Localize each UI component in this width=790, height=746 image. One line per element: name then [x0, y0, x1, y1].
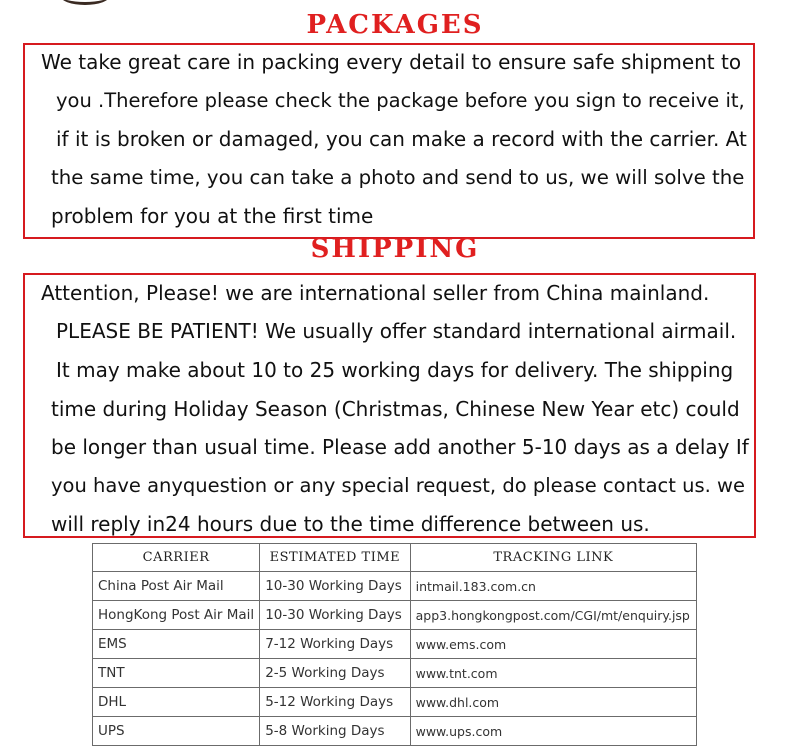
table-row	[93, 717, 697, 746]
header-carrier: CARRIER	[93, 544, 260, 572]
table-row	[93, 688, 697, 717]
carrier-name: UPS	[93, 717, 260, 746]
shipping-line: you have anyquestion or any special request, do please contact us. we	[51, 474, 745, 497]
table-row	[93, 572, 697, 601]
shipping-title: SHIPPING	[310, 234, 480, 264]
shipping-line: be longer than usual time. Please add another 5-10 days as a delay If	[51, 435, 749, 459]
header-estimated-time: ESTIMATED TIME	[260, 544, 410, 572]
packages-line: problem for you at the first time	[51, 204, 374, 228]
table-row	[93, 601, 697, 630]
tracking-link[interactable]: www.dhl.com	[410, 688, 696, 717]
carrier-name: TNT	[93, 659, 260, 688]
packages-box	[23, 43, 755, 239]
table-header-row	[93, 544, 697, 572]
shipping-line: PLEASE BE PATIENT! We usually offer standard international airmail.	[56, 319, 737, 343]
shipping-line: Attention, Please! we are international seller from China mainland.	[41, 281, 710, 305]
estimated-time: 10-30 Working Days	[260, 572, 410, 601]
tracking-link[interactable]: www.tnt.com	[410, 659, 696, 688]
estimated-time: 2-5 Working Days	[260, 659, 410, 688]
table-row	[93, 630, 697, 659]
packages-line: the same time, you can take a photo and send to us, we will solve the	[51, 166, 745, 189]
packages-title: PACKAGES	[306, 10, 484, 40]
packages-line: you .Therefore please check the package before you sign to receive it,	[56, 89, 745, 112]
shipping-line: time during Holiday Season (Christmas, Chinese New Year etc) could	[51, 397, 740, 421]
estimated-time: 10-30 Working Days	[260, 601, 410, 630]
estimated-time: 5-8 Working Days	[260, 717, 410, 746]
carrier-table	[92, 543, 697, 746]
tracking-link[interactable]: www.ems.com	[410, 630, 696, 659]
estimated-time: 7-12 Working Days	[260, 630, 410, 659]
shipping-line: It may make about 10 to 25 working days for delivery. The shipping	[56, 358, 734, 382]
decorative-arc	[60, 0, 110, 5]
tracking-link[interactable]: app3.hongkongpost.com/CGI/mt/enquiry.jsp	[410, 601, 696, 630]
carrier-name: HongKong Post Air Mail	[93, 601, 260, 630]
tracking-link[interactable]: www.ups.com	[410, 717, 696, 746]
packages-line: We take great care in packing every detail to ensure safe shipment to	[41, 50, 742, 74]
tracking-link[interactable]: intmail.183.com.cn	[410, 572, 696, 601]
packages-line: if it is broken or damaged, you can make a record with the carrier. At	[56, 127, 747, 151]
shipping-box	[23, 273, 756, 538]
header-tracking-link: TRACKING LINK	[410, 544, 696, 572]
estimated-time: 5-12 Working Days	[260, 688, 410, 717]
carrier-name: China Post Air Mail	[93, 572, 260, 601]
carrier-name: EMS	[93, 630, 260, 659]
table-row	[93, 659, 697, 688]
carrier-name: DHL	[93, 688, 260, 717]
shipping-line: will reply in24 hours due to the time difference between us.	[51, 512, 650, 536]
